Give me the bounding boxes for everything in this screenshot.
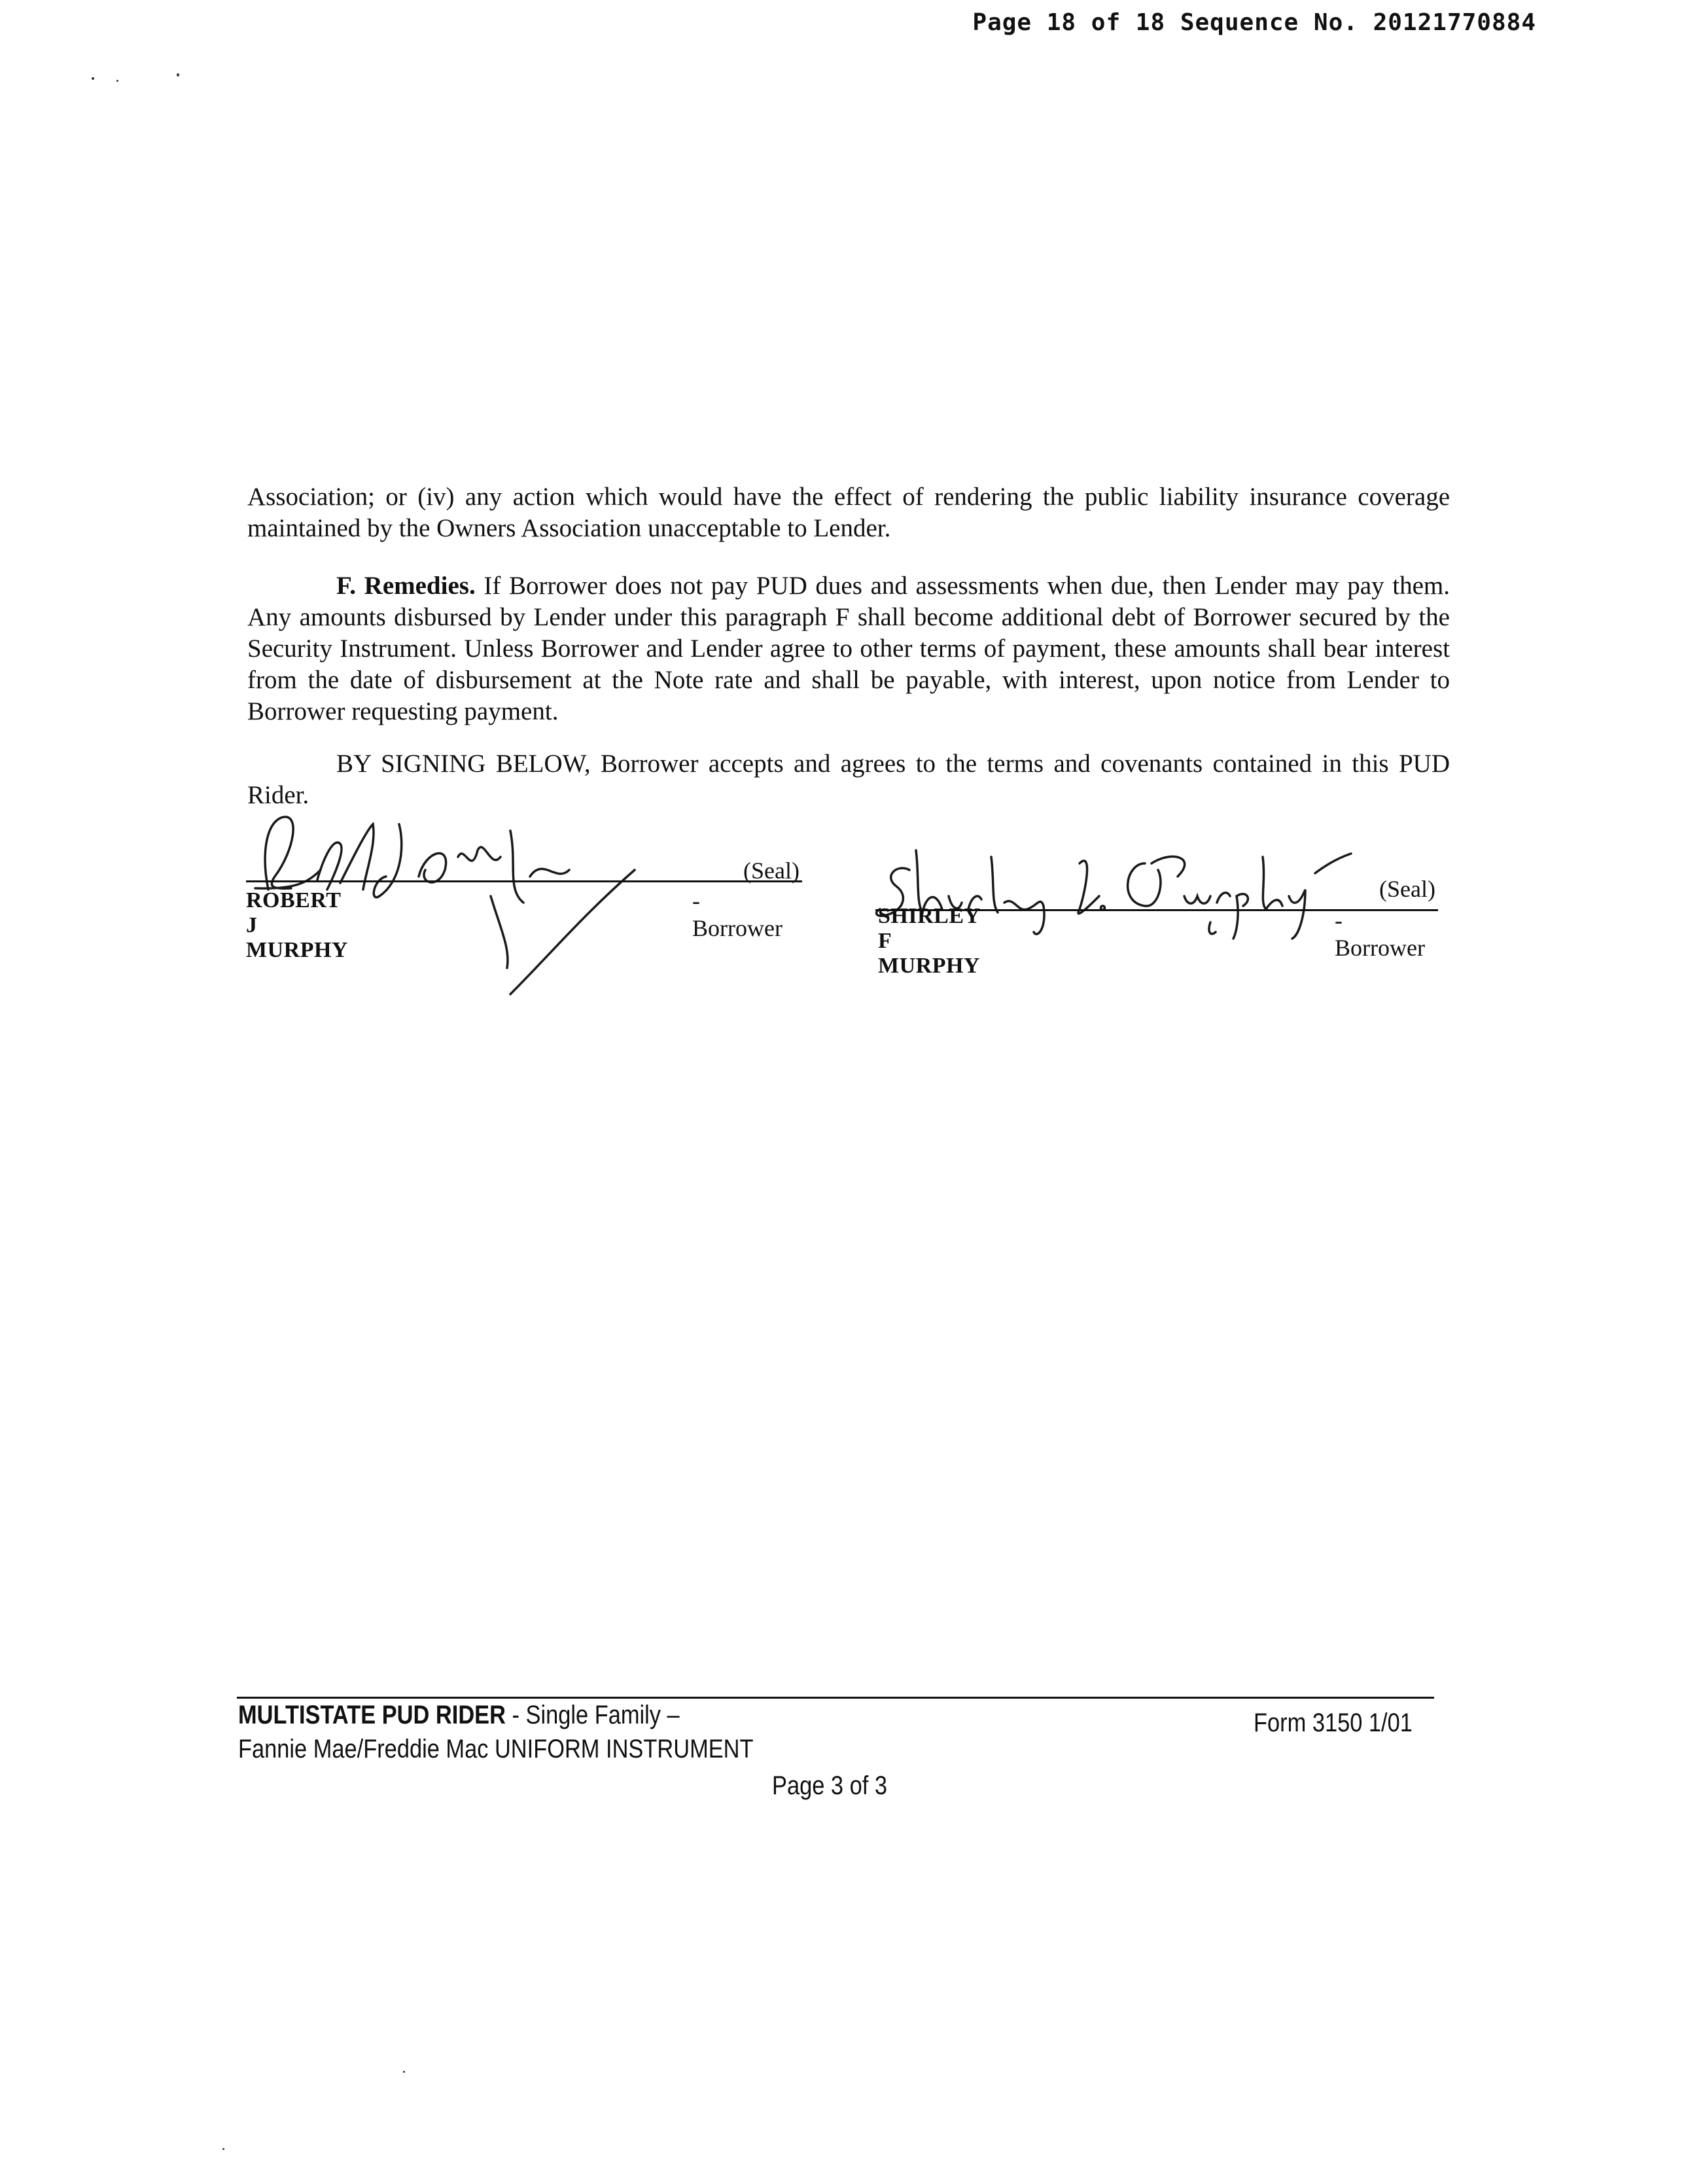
footer-title-rest: - Single Family – — [505, 1701, 680, 1729]
seal-label-robert: (Seal) — [743, 858, 800, 884]
paragraph-remedies — [247, 570, 1450, 727]
borrower-role-robert: -Borrower — [692, 888, 782, 941]
footer-form-number: Form 3150 1/01 — [1254, 1708, 1413, 1737]
scan-speck — [116, 80, 118, 82]
paragraph-continued-text: Association; or (iv) any action which would have the effect of rendering the public liability insurance coverage maintained by the Owners Association unacceptable to Lender. — [247, 483, 1450, 542]
remedies-text: If Borrower does not pay PUD dues and assessments when due, then Lender may pay them. Any amounts disbursed by Lender under this paragraph F shall become additional debt of Borrower secured by the Security Instrument. Unless Borrower and Lender agree to other terms of payment, these amounts shall bear interest from the date of disbursement at the Note rate and shall be payable, with interest, upon notice from Lender to Borrower requesting payment. — [247, 572, 1450, 725]
paragraph-continued — [247, 481, 1450, 544]
signing-text: BY SIGNING BELOW, Borrower accepts and agrees to the terms and covenants contained in this PUD Rider. — [247, 750, 1450, 809]
footer-instrument-label: Fannie Mae/Freddie Mac UNIFORM INSTRUMENT — [238, 1735, 754, 1763]
footer-page-number: Page 3 of 3 — [772, 1771, 887, 1800]
scan-speck — [222, 2148, 224, 2150]
remedies-heading: F. Remedies. — [336, 572, 476, 600]
borrower-name-shirley: SHIRLEY F MURPHY — [878, 904, 980, 978]
footer-form-title — [238, 1701, 680, 1730]
borrower-role-shirley: -Borrower — [1335, 907, 1425, 961]
seal-label-shirley: (Seal) — [1379, 876, 1435, 902]
signature-line-robert — [246, 880, 802, 882]
paragraph-signing — [247, 748, 1450, 811]
scan-speck — [403, 2071, 405, 2073]
page-header: Page 18 of 18 Sequence No. 20121770884 — [972, 9, 1536, 36]
footer-title-bold: MULTISTATE PUD RIDER — [238, 1701, 506, 1729]
scan-speck — [92, 77, 94, 80]
borrower-name-robert: ROBERT J MURPHY — [246, 888, 348, 962]
footer-rule — [237, 1697, 1434, 1699]
scan-speck — [177, 73, 179, 77]
